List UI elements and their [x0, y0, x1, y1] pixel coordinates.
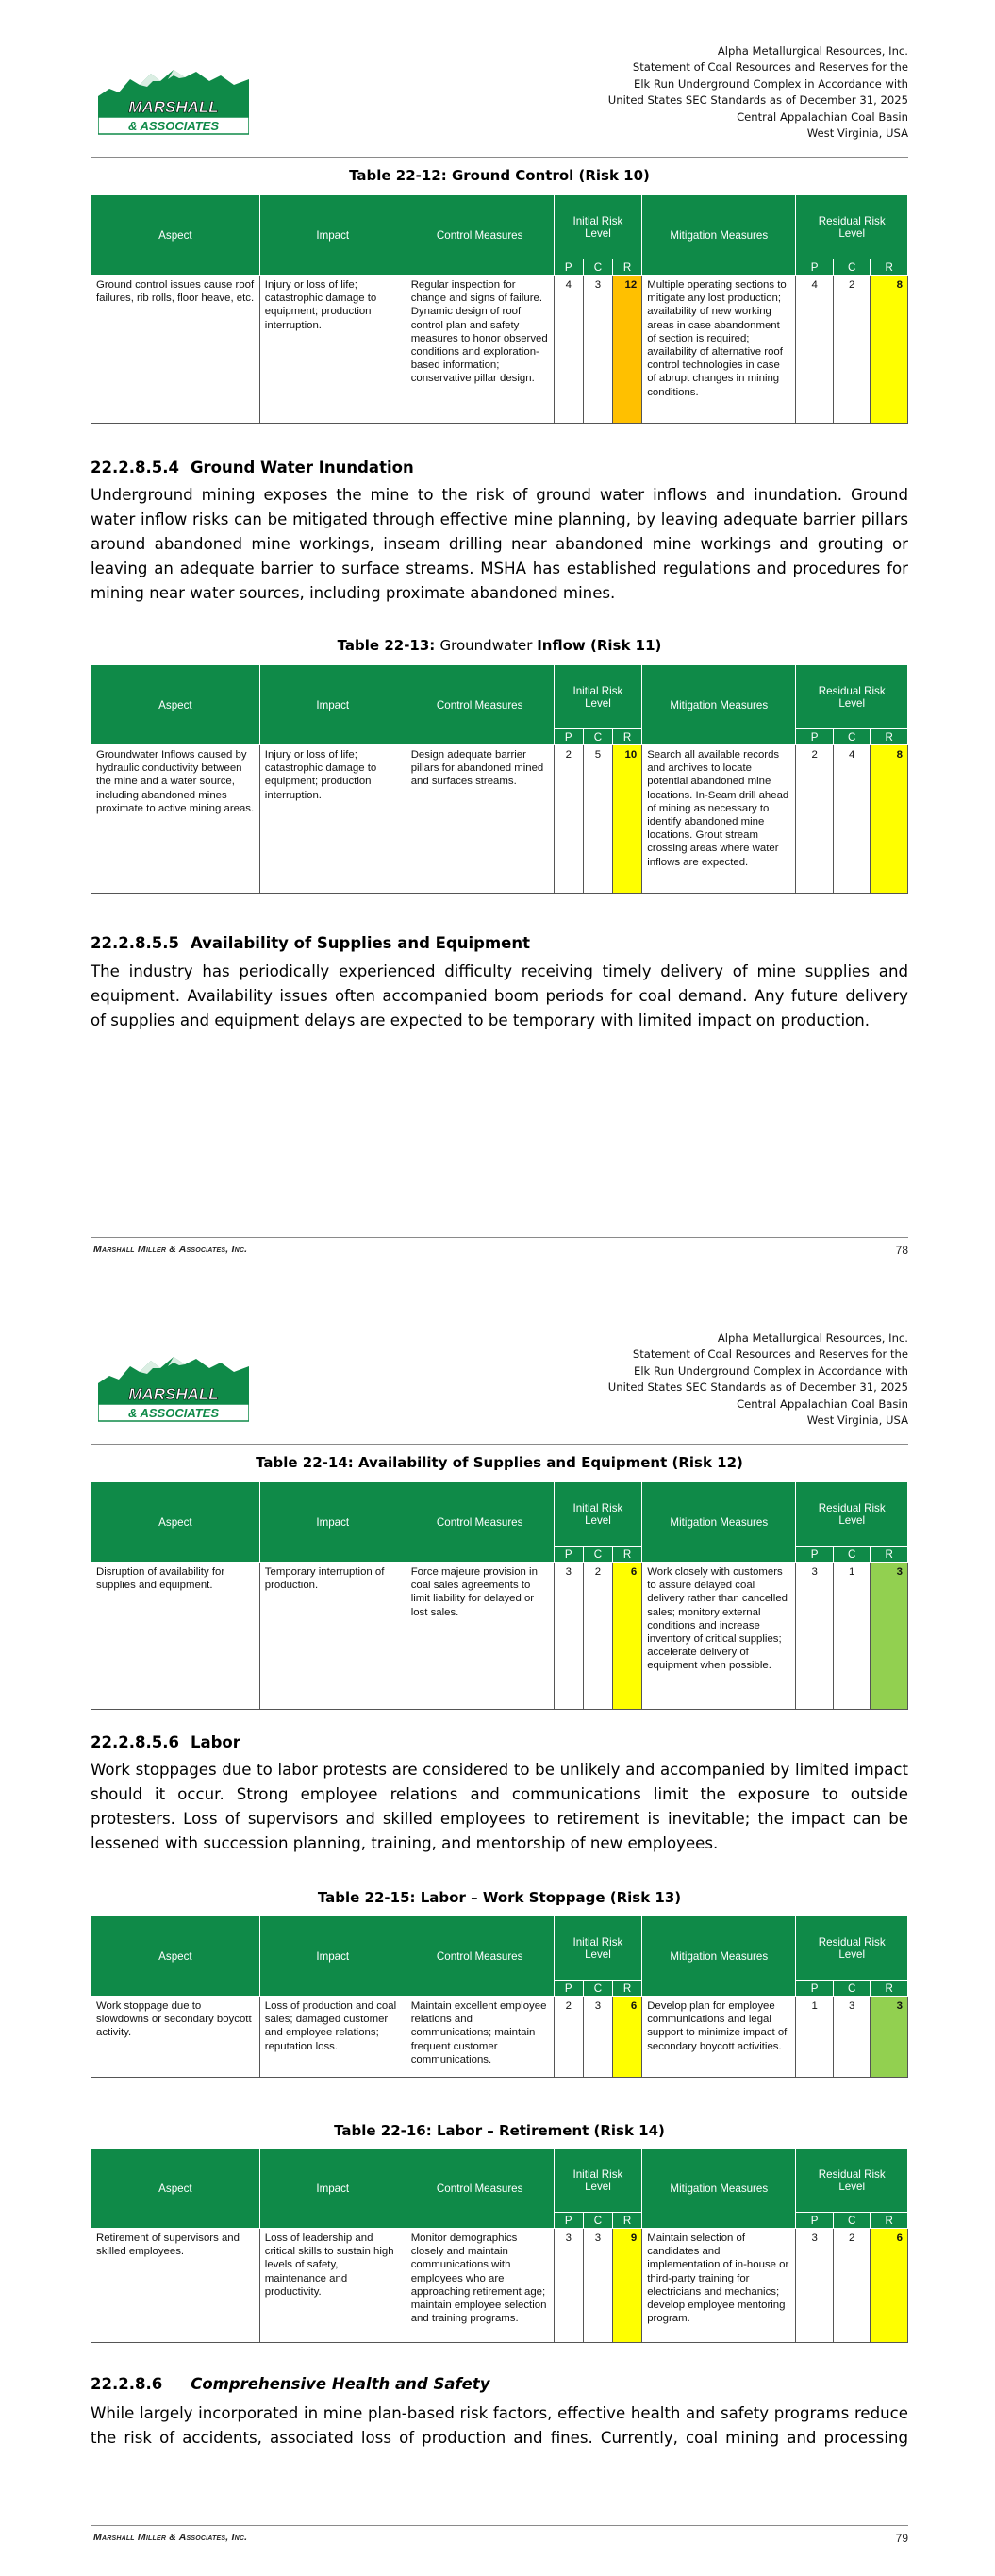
col-impact: Impact [259, 665, 406, 745]
col-mitigation: Mitigation Measures [642, 195, 796, 276]
header-line: Central Appalachian Coal Basin [737, 109, 908, 124]
table-row: Groundwater Inflows caused by hydraulic conductivity between the mine and a water source, including abandoned mines proximate to active mining areas. Injury or loss of life; catastrophic damage to equipment; production interruption. Design adequate barrier pillars for abandoned mined and surfaces streams. 2 5 10 Search all available records and archives to locate potential abandoned mine locations. In-Seam drill ahead of mining as necessary to identify abandoned mine locations. Grout stream crossing areas where water inflows are expected. 2 4 8 [91, 745, 908, 894]
table-row: Retirement of supervisors and skilled employees. Loss of leadership and critical skills to sustain high levels of safety, maintenance and productivity. Monitor demographics closely and maintain communications with employees who are approaching retirement age; maintain employee selection and training programs. 3 3 9 Maintain selection of candidates and implementation of in-house or third-party training for electricians and mechanics; develop employee mentoring program. 3 2 6 [91, 2229, 908, 2343]
header-line: United States SEC Standards as of December 31, 2025 [607, 1380, 908, 1395]
header-line: Elk Run Underground Complex in Accordance with [634, 76, 908, 91]
col-residual-risk: Residual Risk Level [796, 1916, 908, 1981]
paragraph: Underground mining exposes the mine to the risk of ground water inflows and inundation. Ground water inflow risks can be mitigated through effective mine planning, by leaving adequate barrier pillars around abandoned mine workings, inseam drilling near abandoned mine workings and grouting or leaving an adequate barrier to surface streams. MSHA has established regulations and procedures for mining near water sources, including proximate abandoned mines. [91, 486, 908, 602]
table-row: Disruption of availability for supplies and equipment. Temporary interruption of production. Force majeure provision in coal sales agreements to limit liability for delayed or lost sales. 3 2 6 Work closely with customers to assure delayed coal delivery rather than cancelled sales; monitory external conditions and increase inventory of critical supplies; accelerate delivery of equipment when possible. 3 1 3 [91, 1563, 908, 1710]
header-divider [91, 157, 908, 158]
risk-table-14: Aspect Impact Control Measures Initial Risk Level Mitigation Measures Residual Risk Level P C R P C R Retirement of supervisors and skilled employees. Loss of leadership and critical skills to sustain high levels of safety, maintenance and productivity. Monitor demographics closely and maintain communications with employees who are approaching retirement age; maintain employee selection and training programs. 3 3 9 Maintain selection of candidates and implementation of in-house or third-party training for electricians and mechanics; develop employee mentoring program. 3 2 6 [91, 2148, 908, 2343]
svg-text:MARSHALL: MARSHALL [128, 1385, 219, 1403]
col-residual-risk: Residual Risk Level [796, 195, 908, 259]
table-caption: Table 22-15: Labor – Work Stoppage (Risk 13) [317, 1889, 682, 1906]
col-aspect: Aspect [91, 1916, 260, 1997]
paragraph: The industry has periodically experienced difficulty receiving timely delivery of mine supplies and equipment. Availability issues often accompanied boom periods for coal demand. Any future delivery of supplies and equipment delays are expected to be temporary with limited impact on production. [91, 962, 908, 1029]
col-initial-risk: Initial Risk Level [554, 665, 642, 729]
header-line: United States SEC Standards as of December 31, 2025 [607, 93, 908, 108]
header-divider [91, 1444, 908, 1445]
section-heading: 22.2.8.5.5 Availability of Supplies and Equipment [91, 934, 530, 952]
marshall-miller-logo [98, 1355, 249, 1423]
risk-score-low: 3 [871, 1563, 908, 1710]
col-initial-risk: Initial Risk Level [554, 195, 642, 259]
col-aspect: Aspect [91, 2149, 260, 2229]
risk-table-10: Aspect Impact Control Measures Initial Risk Level Mitigation Measures Residual Risk Level P C R P C R Ground control issues cause roof failures, rib rolls, floor heave, etc. Injury or loss of life; catastrophic damage to equipment; production interruption. Regular inspection for change and signs of failure. Dynamic design of roof control plan and safety measures to honor observed conditions and exploration-based information; conservative pillar design. 4 3 12 Multiple operating sections to mitigate any lost production; availability of new working areas in case abandonment of section is required; availability of alternative roof control technologies in case of abrupt changes in mining conditions. 4 2 8 [91, 194, 908, 424]
col-mitigation: Mitigation Measures [642, 2149, 796, 2229]
col-mitigation: Mitigation Measures [642, 1482, 796, 1563]
col-impact: Impact [259, 195, 406, 276]
section-heading: 22.2.8.5.6 Labor [91, 1733, 240, 1751]
risk-score-medium: 6 [613, 1563, 642, 1710]
col-impact: Impact [259, 1482, 406, 1563]
risk-score-medium: 6 [613, 1997, 642, 2078]
header-line: Statement of Coal Resources and Reserves for the [632, 60, 908, 75]
section-heading: 22.2.8.5.4 Ground Water Inundation [91, 459, 414, 477]
header-company: Alpha Metallurgical Resources, Inc. [717, 1331, 908, 1345]
header-company: Alpha Metallurgical Resources, Inc. [717, 44, 908, 58]
col-control: Control Measures [406, 665, 554, 745]
svg-text:& ASSOCIATES: & ASSOCIATES [127, 119, 220, 133]
risk-score-medium: 8 [871, 745, 908, 894]
col-control: Control Measures [406, 195, 554, 276]
footer-divider [91, 1237, 908, 1238]
page-header [91, 1330, 908, 1444]
paragraph: Work stoppages due to labor protests are considered to be unlikely and accompanied by limited impact should it occur. Strong employee relations and communications limit the exposure to outside protesters. Loss of supervisors and skilled employees to retirement is inevitable; the impact can be lessened with succession planning, training, and mentorship of new employees. [91, 1761, 908, 1852]
header-text [608, 43, 908, 142]
col-aspect: Aspect [91, 665, 260, 745]
section-heading: 22.2.8.6 Comprehensive Health and Safety [91, 2375, 490, 2393]
col-initial-risk: Initial Risk Level [554, 1916, 642, 1981]
risk-score-medium: 9 [613, 2229, 642, 2343]
footer-firm: Marshall Miller & Associates, Inc. [93, 2532, 248, 2543]
col-residual-risk: Residual Risk Level [796, 1482, 908, 1547]
risk-score-medium: 10 [613, 745, 642, 894]
col-initial-risk: Initial Risk Level [554, 1482, 642, 1547]
table-caption: Table 22-12: Ground Control (Risk 10) [349, 167, 650, 184]
header-line: Statement of Coal Resources and Reserves for the [632, 1347, 908, 1362]
risk-score-low: 3 [871, 1997, 908, 2078]
footer-firm: Marshall Miller & Associates, Inc. [93, 1244, 248, 1255]
page-number: 79 [895, 2532, 908, 2545]
header-line: Central Appalachian Coal Basin [737, 1397, 908, 1411]
table-caption: Table 22-13: Groundwater Inflow (Risk 11) [337, 637, 662, 654]
marshall-miller-logo [98, 68, 249, 136]
table-caption: Table 22-16: Labor – Retirement (Risk 14) [334, 2122, 665, 2139]
risk-score-medium: 6 [871, 2229, 908, 2343]
paragraph: While largely incorporated in mine plan-based risk factors, effective health and safety programs reduce the risk of accidents, associated loss of production and fines. Currently, coal mining and processing [91, 2404, 908, 2447]
col-mitigation: Mitigation Measures [642, 665, 796, 745]
col-control: Control Measures [406, 1482, 554, 1563]
table-caption: Table 22-14: Availability of Supplies and Equipment (Risk 12) [256, 1454, 743, 1471]
svg-text:& ASSOCIATES: & ASSOCIATES [127, 1406, 220, 1420]
header-text [608, 1330, 908, 1429]
header-line: West Virginia, USA [806, 1413, 908, 1428]
col-impact: Impact [259, 2149, 406, 2229]
risk-table-13: Aspect Impact Control Measures Initial Risk Level Mitigation Measures Residual Risk Level P C R P C R Work stoppage due to slowdowns or secondary boycott activity. Loss of production and coal sales; damaged customer and employee relations; reputation loss. Maintain excellent employee relations and communications; maintain frequent customer communications. 2 3 6 Develop plan for employee communications and legal support to minimize impact of secondary boycott activities. 1 3 3 [91, 1915, 908, 2078]
footer-divider [91, 2525, 908, 2526]
risk-table-12: Aspect Impact Control Measures Initial Risk Level Mitigation Measures Residual Risk Level P C R P C R Disruption of availability for supplies and equipment. Temporary interruption of production. Force majeure provision in coal sales agreements to limit liability for delayed or lost sales. 3 2 6 Work closely with customers to assure delayed coal delivery rather than cancelled sales; monitory external conditions and increase inventory of critical supplies; accelerate delivery of equipment when possible. 3 1 3 [91, 1481, 908, 1710]
col-control: Control Measures [406, 2149, 554, 2229]
risk-score-high: 12 [613, 276, 642, 424]
risk-table-11: Aspect Impact Control Measures Initial Risk Level Mitigation Measures Residual Risk Level P C R P C R Groundwater Inflows caused by hydraulic conductivity between the mine and a water source, including abandoned mines proximate to active mining areas. Injury or loss of life; catastrophic damage to equipment; production interruption. Design adequate barrier pillars for abandoned mined and surfaces streams. 2 5 10 Search all available records and archives to locate potential abandoned mine locations. In-Seam drill ahead of mining as necessary to identify abandoned mine locations. Grout stream crossing areas where water inflows are expected. 2 4 8 [91, 664, 908, 894]
table-row: Work stoppage due to slowdowns or secondary boycott activity. Loss of production and coal sales; damaged customer and employee relations; reputation loss. Maintain excellent employee relations and communications; maintain frequent customer communications. 2 3 6 Develop plan for employee communications and legal support to minimize impact of secondary boycott activities. 1 3 3 [91, 1997, 908, 2078]
svg-text:MARSHALL: MARSHALL [128, 98, 219, 116]
page-header [91, 43, 908, 157]
header-line: Elk Run Underground Complex in Accordance with [634, 1363, 908, 1378]
page-79 [0, 1288, 995, 2576]
col-impact: Impact [259, 1916, 406, 1997]
table-row: Ground control issues cause roof failures, rib rolls, floor heave, etc. Injury or loss of life; catastrophic damage to equipment; production interruption. Regular inspection for change and signs of failure. Dynamic design of roof control plan and safety measures to honor observed conditions and exploration-based information; conservative pillar design. 4 3 12 Multiple operating sections to mitigate any lost production; availability of new working areas in case abandonment of section is required; availability of alternative roof control technologies in case of abrupt changes in mining conditions. 4 2 8 [91, 276, 908, 424]
col-aspect: Aspect [91, 195, 260, 276]
col-control: Control Measures [406, 1916, 554, 1997]
col-residual-risk: Residual Risk Level [796, 2149, 908, 2213]
col-initial-risk: Initial Risk Level [554, 2149, 642, 2213]
col-residual-risk: Residual Risk Level [796, 665, 908, 729]
col-mitigation: Mitigation Measures [642, 1916, 796, 1997]
col-aspect: Aspect [91, 1482, 260, 1563]
page-number: 78 [895, 1244, 908, 1257]
header-line: West Virginia, USA [806, 126, 908, 141]
risk-score-medium: 8 [871, 276, 908, 424]
